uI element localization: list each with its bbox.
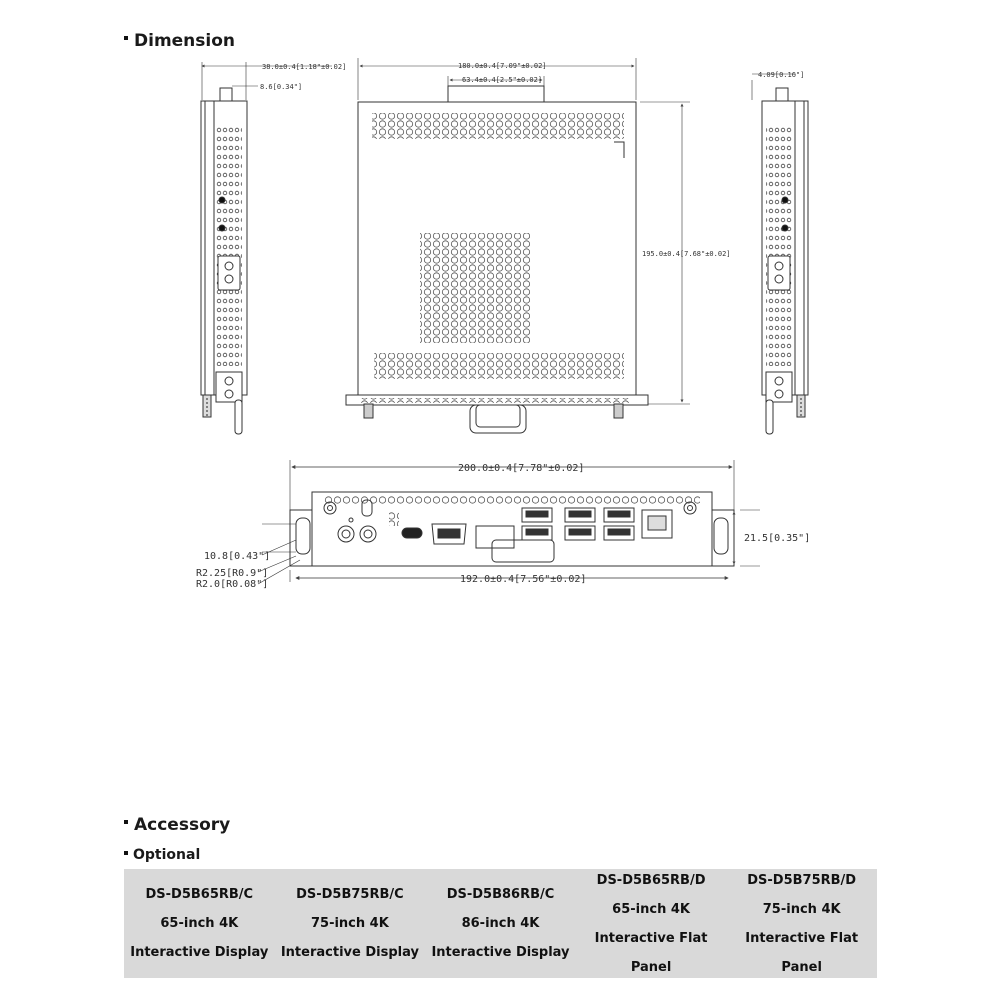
accessory-table (124, 869, 877, 978)
dim-radius-inner: R2.0[R0.08"] (196, 579, 269, 590)
accessory-heading: Accessory (124, 815, 230, 835)
accessory-item: DS-D5B75RB/C 75-inch 4K Interactive Display (280, 887, 419, 960)
accessory-item: DS-D5B75RB/D 75-inch 4K Interactive Flat Panel (745, 872, 859, 975)
dim-front-inner: 192.0±0.4[7.56"±0.02] (460, 574, 587, 585)
bullet-icon (124, 820, 128, 824)
optional-heading: Optional (124, 847, 200, 863)
bullet-icon (124, 851, 128, 855)
top-view (346, 58, 690, 433)
dim-front-height: 21.5[0.35"] (744, 533, 811, 544)
dim-radius-outer: R2.25[R0.9"] (196, 568, 269, 579)
dimension-heading: Dimension (124, 31, 235, 51)
right-side-view (752, 74, 808, 434)
dim-top-width: 180.0±0.4[7.09"±0.02] (458, 62, 547, 70)
dim-right-tab: 4.09[0.16"] (758, 71, 805, 79)
dim-side-depth: 38.0±0.4[1.18"±0.02] (262, 63, 347, 71)
accessory-item: DS-D5B65RB/D 65-inch 4K Interactive Flat Panel (594, 872, 708, 975)
left-side-view (201, 62, 332, 434)
accessory-item: DS-D5B86RB/C 86-inch 4K Interactive Display (431, 887, 570, 960)
front-io-view (258, 460, 760, 584)
accessory-item: DS-D5B65RB/C 65-inch 4K Interactive Display (130, 887, 269, 960)
dim-front-slot: 10.8[0.43"] (204, 551, 271, 562)
dim-top-height: 195.0±0.4[7.68"±0.02] (642, 250, 731, 258)
dim-top-tab: 63.4±0.4[2.5"±0.02] (462, 76, 543, 84)
dim-front-total: 200.0±0.4[7.78"±0.02] (458, 463, 585, 474)
dim-side-tab: 8.6[0.34"] (260, 83, 303, 91)
